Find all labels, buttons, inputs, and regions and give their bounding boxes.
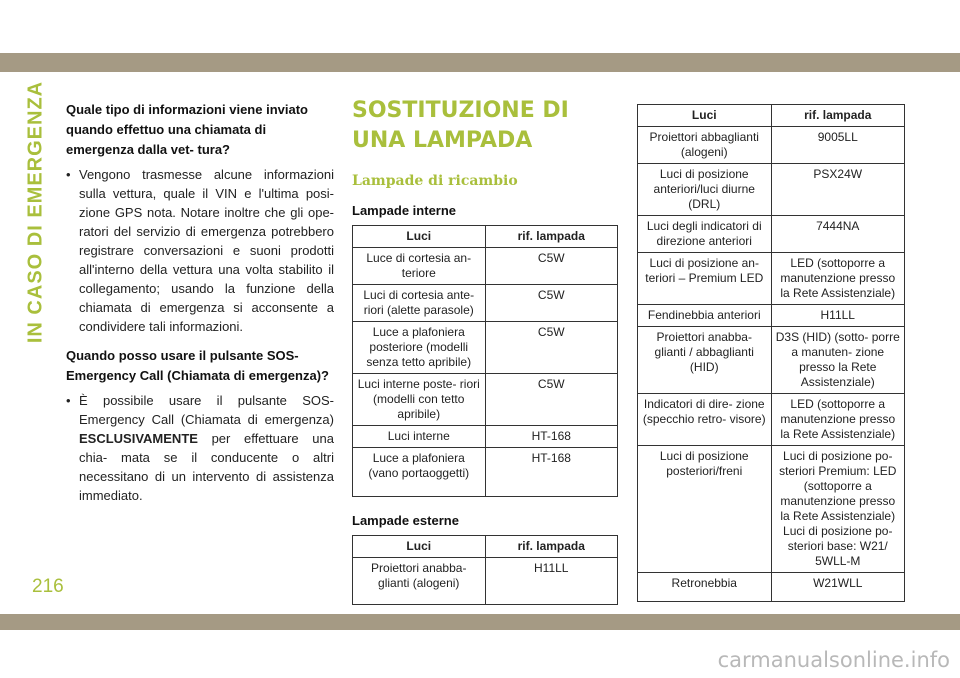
bulb-cell: C5W <box>485 374 618 426</box>
faq-answer-emphasis: ESCLUSIVAMENTE <box>79 431 198 446</box>
faq-answer-text-cont: per effettuare una chia- mata se il conducente o altri necessitano di un intervento di assistenza immediato. <box>79 431 334 503</box>
bulb-cell: HT-168 <box>485 448 618 497</box>
faq-column <box>66 100 334 511</box>
table-row <box>638 127 905 164</box>
bulb-cell: H11LL <box>771 305 905 327</box>
bulb-cell: PSX24W <box>771 164 905 216</box>
bulb-cell: D3S (HID) (sotto- porre a manuten- zione presso la Rete Assistenziale) <box>771 327 905 394</box>
table-header-luci: Luci <box>353 226 486 248</box>
table-header-row <box>353 226 618 248</box>
table-row <box>638 446 905 573</box>
lamp-cell: Luci degli indicatori di direzione anteriori <box>638 216 772 253</box>
table-row <box>353 448 618 497</box>
lamp-cell: Luce a plafoniera (vano portaoggetti) <box>353 448 486 497</box>
exterior-heading: Lampade esterne <box>352 513 459 528</box>
exterior-lamps-table-continued <box>637 104 905 602</box>
bullet-icon: • <box>66 393 71 408</box>
exterior-lamps-table <box>352 535 618 605</box>
table-row <box>638 253 905 305</box>
lamp-cell: Luci interne poste- riori (modelli con tetto apribile) <box>353 374 486 426</box>
table-row <box>638 327 905 394</box>
bulb-cell: 7444NA <box>771 216 905 253</box>
table-row <box>353 248 618 285</box>
exterior-lamps-continued <box>637 104 905 602</box>
lamp-cell: Fendinebbia anteriori <box>638 305 772 327</box>
interior-lamps-table <box>352 225 618 497</box>
lamp-section <box>352 96 618 605</box>
bulb-cell: H11LL <box>485 558 618 605</box>
table-header-row <box>638 105 905 127</box>
table-header-row <box>353 536 618 558</box>
lamp-cell: Indicatori di dire- zione (specchio retro- visore) <box>638 394 772 446</box>
table-header-luci: Luci <box>638 105 772 127</box>
page-number: 216 <box>32 576 64 597</box>
interior-heading: Lampade interne <box>352 203 457 218</box>
faq-answer-text: È possibile usare il pulsante SOS- Emergency Call (Chiamata di emergenza) <box>79 393 334 427</box>
table-row <box>638 216 905 253</box>
section-title: SOSTITUZIONE DI UNA LAMPADA <box>352 98 569 153</box>
bulb-cell: C5W <box>485 285 618 322</box>
bulb-cell: 9005LL <box>771 127 905 164</box>
bulb-cell: LED (sottoporre a manutenzione presso la Rete Assistenziale) <box>771 394 905 446</box>
bulb-cell: Luci di posizione po- steriori Premium: LED (sottoporre a manutenzione presso la Rete Assistenziale) Luci di posizione po- steriori base: W21/ 5WLL-M <box>771 446 905 573</box>
section-subtitle: Lampade di ricambio <box>352 173 518 189</box>
side-title-text: IN CASO DI EMERGENZA <box>24 80 47 344</box>
bulb-cell: W21WLL <box>771 573 905 602</box>
lamp-cell: Luci di cortesia ante- riori (alette parasole) <box>353 285 486 322</box>
bulb-cell: C5W <box>485 322 618 374</box>
lamp-cell: Luce di cortesia an- teriore <box>353 248 486 285</box>
lamp-cell: Proiettori abbaglianti (alogeni) <box>638 127 772 164</box>
table-row <box>353 322 618 374</box>
lamp-cell: Luci di posizione posteriori/freni <box>638 446 772 573</box>
lamp-cell: Luci di posizione anteriori/luci diurne (DRL) <box>638 164 772 216</box>
footer-band <box>0 614 960 630</box>
watermark: carmanualsonline.info <box>717 648 950 672</box>
bulb-cell: LED (sottoporre a manutenzione presso la Rete Assistenziale) <box>771 253 905 305</box>
bulb-cell: HT-168 <box>485 426 618 448</box>
table-row <box>638 573 905 602</box>
table-header-rif: rif. lampada <box>485 226 618 248</box>
lamp-cell: Luce a plafoniera posteriore (modelli senza tetto apribile) <box>353 322 486 374</box>
lamp-cell: Luci di posizione an- teriori – Premium LED <box>638 253 772 305</box>
lamp-cell: Retronebbia <box>638 573 772 602</box>
table-row <box>353 426 618 448</box>
lamp-cell: Proiettori anabba- glianti (alogeni) <box>353 558 486 605</box>
faq-question: Quale tipo di informazioni viene inviato quando effettuo una chiamata di emergenza dalla vet- tura? <box>66 102 308 157</box>
bullet-icon: • <box>66 167 71 182</box>
table-row <box>638 305 905 327</box>
lamp-cell: Luci interne <box>353 426 486 448</box>
table-header-rif: rif. lampada <box>485 536 618 558</box>
faq-answer <box>66 165 334 336</box>
faq-answer <box>66 391 334 505</box>
header-band <box>0 53 960 72</box>
table-header-luci: Luci <box>353 536 486 558</box>
bulb-cell: C5W <box>485 248 618 285</box>
table-row <box>353 374 618 426</box>
table-row <box>638 164 905 216</box>
table-row <box>638 394 905 446</box>
top-margin <box>0 0 960 50</box>
table-header-rif: rif. lampada <box>771 105 905 127</box>
faq-answer-text: Vengono trasmesse alcune informazioni sulla vettura, quale il VIN e l'ultima posi- zione GPS nota. Notare inoltre che gli ope- ratori del servizio di emergenza potrebbero registrare conversazioni e suoni prodotti all'interno della vettura una volta stabilito il collegamento; usando la funzione della chiamata di emergenza si acconsente a condividere tali informazioni. <box>79 167 334 334</box>
side-section-title <box>20 80 52 344</box>
table-row <box>353 285 618 322</box>
lamp-cell: Proiettori anabba- glianti / abbaglianti (HID) <box>638 327 772 394</box>
table-row <box>353 558 618 605</box>
faq-question: Quando posso usare il pulsante SOS-Emergency Call (Chiamata di emergenza)? <box>66 348 329 383</box>
